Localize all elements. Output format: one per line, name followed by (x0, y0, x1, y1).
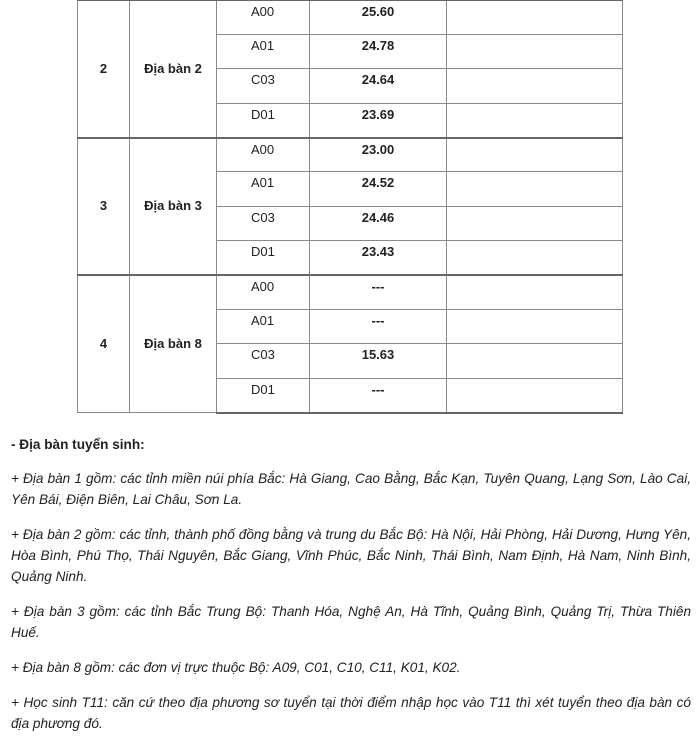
subject-block: D01 (217, 103, 310, 137)
subject-block: A01 (217, 34, 310, 68)
subject-block: A00 (217, 138, 310, 172)
row-number: 2 (78, 0, 130, 138)
subject-block: D01 (217, 241, 310, 275)
row-number: 4 (78, 275, 130, 413)
note-cell (447, 275, 623, 309)
cutoff-score: --- (310, 378, 447, 412)
admission-area-notes (11, 434, 691, 748)
note-cell (447, 378, 623, 412)
note-paragraph: + Địa bàn 8 gồm: các đơn vị trực thuộc Bộ: A09, C01, C10, C11, K01, K02. (11, 660, 461, 675)
note-paragraph: + Địa bàn 3 gồm: các tỉnh Bắc Trung Bộ: Thanh Hóa, Nghệ An, Hà Tĩnh, Quảng Bình, Quảng Trị, Thừa Thiên Huế. (11, 604, 691, 640)
cutoff-score: 23.00 (310, 138, 447, 172)
cutoff-score: 24.78 (310, 34, 447, 68)
cutoff-score: 23.43 (310, 241, 447, 275)
cutoff-score: 24.64 (310, 69, 447, 103)
subject-block: C03 (217, 69, 310, 103)
table-row (78, 0, 623, 34)
cutoff-score: 23.69 (310, 103, 447, 137)
cutoff-score: 25.60 (310, 0, 447, 34)
subject-block: A01 (217, 310, 310, 344)
note-cell (447, 0, 623, 34)
subject-block: A00 (217, 0, 310, 34)
cutoff-score: --- (310, 310, 447, 344)
subject-block: A00 (217, 275, 310, 309)
note-cell (447, 344, 623, 378)
cutoff-score: 24.52 (310, 172, 447, 206)
note-cell (447, 241, 623, 275)
note-cell (447, 103, 623, 137)
note-cell (447, 34, 623, 68)
note-paragraph: + Học sinh T11: căn cứ theo địa phương sơ tuyển tại thời điểm nhập học vào T11 thì xét tuyển theo địa bàn có địa phương đó. (11, 695, 691, 731)
note-cell (447, 69, 623, 103)
subject-block: C03 (217, 206, 310, 240)
note-cell (447, 138, 623, 172)
notes-heading: - Địa bàn tuyển sinh: (11, 437, 145, 452)
table-row (78, 138, 623, 172)
cutoff-score: 24.46 (310, 206, 447, 240)
subject-block: A01 (217, 172, 310, 206)
row-number: 3 (78, 138, 130, 276)
score-table-body (78, 0, 623, 413)
cutoff-score: 15.63 (310, 344, 447, 378)
cutoff-score: --- (310, 275, 447, 309)
area-name: Địa bàn 2 (130, 0, 217, 138)
subject-block: D01 (217, 378, 310, 412)
area-name: Địa bàn 3 (130, 138, 217, 276)
note-paragraph: + Địa bàn 2 gồm: các tỉnh, thành phố đồng bằng và trung du Bắc Bộ: Hà Nội, Hải Phòng, Hải Dương, Hưng Yên, Hòa Bình, Phú Thọ, Thái Nguyên, Bắc Giang, Vĩnh Phúc, Bắc Ninh, Thái Bình, Nam Định, Hà Nam, Ninh Bình, Quảng Ninh. (11, 527, 691, 584)
note-cell (447, 206, 623, 240)
score-table (77, 0, 623, 414)
note-cell (447, 172, 623, 206)
subject-block: C03 (217, 344, 310, 378)
note-paragraph: + Địa bàn 1 gồm: các tỉnh miền núi phía Bắc: Hà Giang, Cao Bằng, Bắc Kạn, Tuyên Quang, Lạng Sơn, Lào Cai, Yên Bái, Điện Biên, Lai Châu, Sơn La. (11, 471, 691, 507)
area-name: Địa bàn 8 (130, 275, 217, 413)
table-row (78, 275, 623, 309)
note-cell (447, 310, 623, 344)
